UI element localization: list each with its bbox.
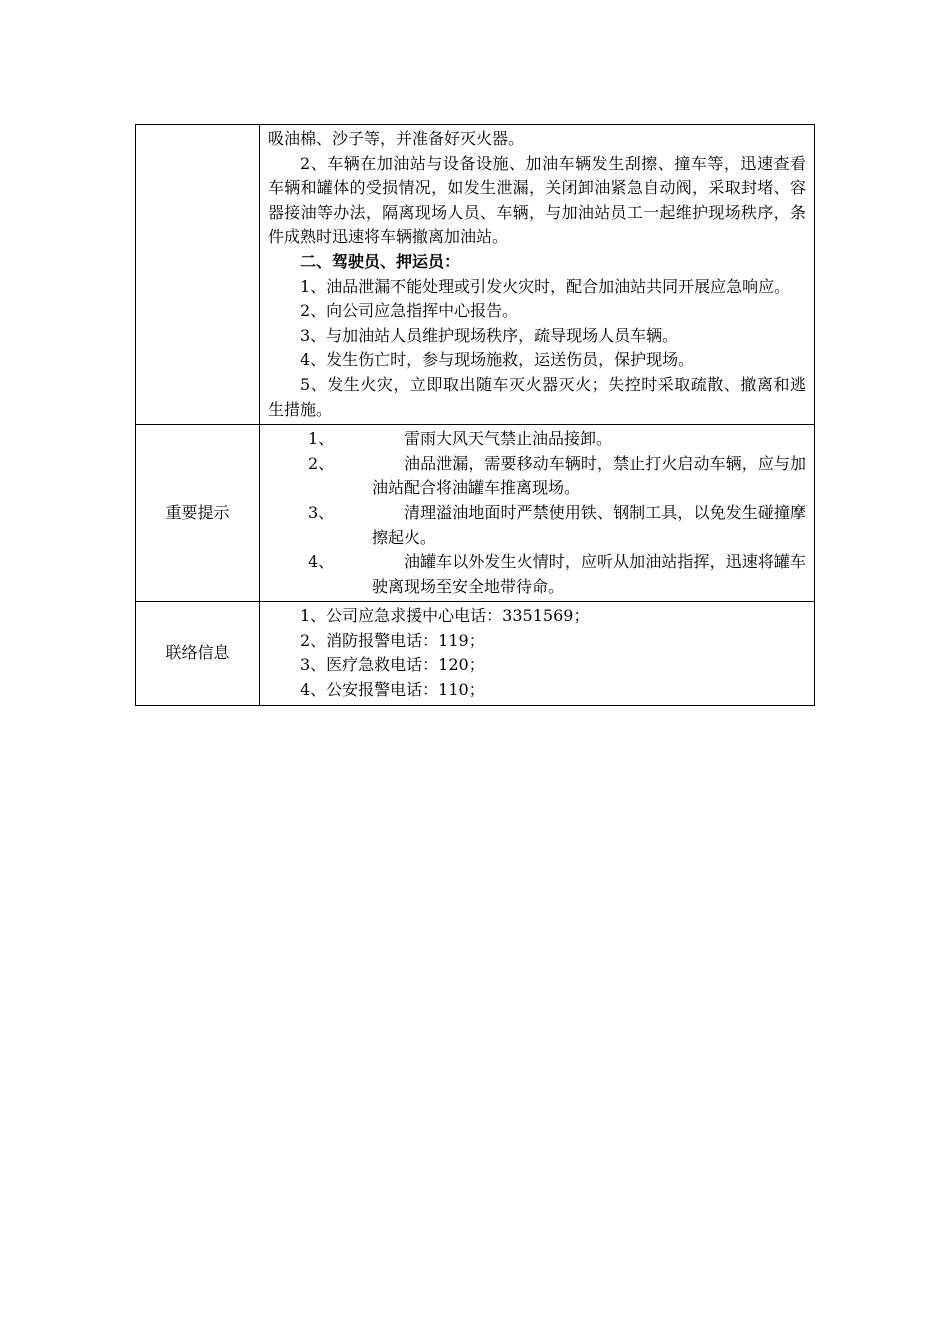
contact-content: [260, 602, 815, 705]
row-label-tips: 重要提示: [136, 425, 260, 602]
paragraph-0: 吸油棉、沙子等，并准备好灭火器。: [268, 129, 525, 148]
tip-number: 1、: [308, 429, 335, 449]
paragraph-6: 4、发生伤亡时，参与现场施救，运送伤员，保护现场。: [300, 350, 695, 370]
table-row-procedures: [136, 125, 815, 425]
tip-number: 2、: [308, 453, 335, 473]
tip-number: 4、: [308, 552, 335, 572]
procedures-content: [260, 125, 815, 425]
emergency-procedure-table: [135, 124, 815, 706]
contact-item: 3、医疗急救电话：120；: [300, 655, 485, 675]
table-row-tips: [136, 425, 815, 602]
row-label-contact: 联络信息: [136, 602, 260, 705]
tip-number: 3、: [308, 502, 335, 522]
contact-item: 2、消防报警电话：119；: [300, 630, 485, 650]
contact-item: 1、公司应急求援中心电话：3351569；: [300, 606, 590, 626]
tip-item: [268, 501, 806, 550]
paragraph-4: 2、向公司应急指挥中心报告。: [300, 301, 519, 321]
paragraph-3: 1、油品泄漏不能处理或引发火灾时，配合加油站共同开展应急响应。: [300, 276, 791, 296]
table-row-contact: [136, 602, 815, 705]
tip-text: 雷雨大风天气禁止油品接卸。: [404, 429, 613, 449]
section-heading-driver-escort: 二、驾驶员、押运员：: [300, 251, 461, 271]
paragraph-5: 3、与加油站人员维护现场秩序，疏导现场人员车辆。: [300, 325, 679, 345]
paragraph-1: 2、车辆在加油站与设备设施、加油车辆发生刮擦、撞车等，迅速查看车辆和罐体的受损情况，如发生泄漏，关闭卸油紧急自动阀，采取封堵、容器接油等办法，隔离现场人员、车辆，与加油站员工一起维护现场秩序，条件成熟时迅速将车辆撤离加油站。: [268, 153, 806, 247]
tip-item: [268, 550, 806, 599]
paragraph-7: 5、发生火灾，立即取出随车灭火器灭火；失控时采取疏散、撤离和逃生措施。: [268, 374, 806, 419]
tip-text: 清理溢油地面时严禁使用铁、钢制工具，以免发生碰撞摩擦起火。: [372, 502, 806, 547]
tips-content: [260, 425, 815, 602]
row-label-empty: [136, 125, 260, 425]
tip-text: 油品泄漏，需要移动车辆时，禁止打火启动车辆，应与加油站配合将油罐车推离现场。: [372, 453, 806, 498]
contact-item: 4、公安报警电话：110；: [300, 680, 485, 700]
tip-item: [268, 452, 806, 501]
tip-text: 油罐车以外发生火情时，应听从加油站指挥，迅速将罐车驶离现场至安全地带待命。: [372, 552, 806, 596]
tip-item: [268, 427, 806, 452]
